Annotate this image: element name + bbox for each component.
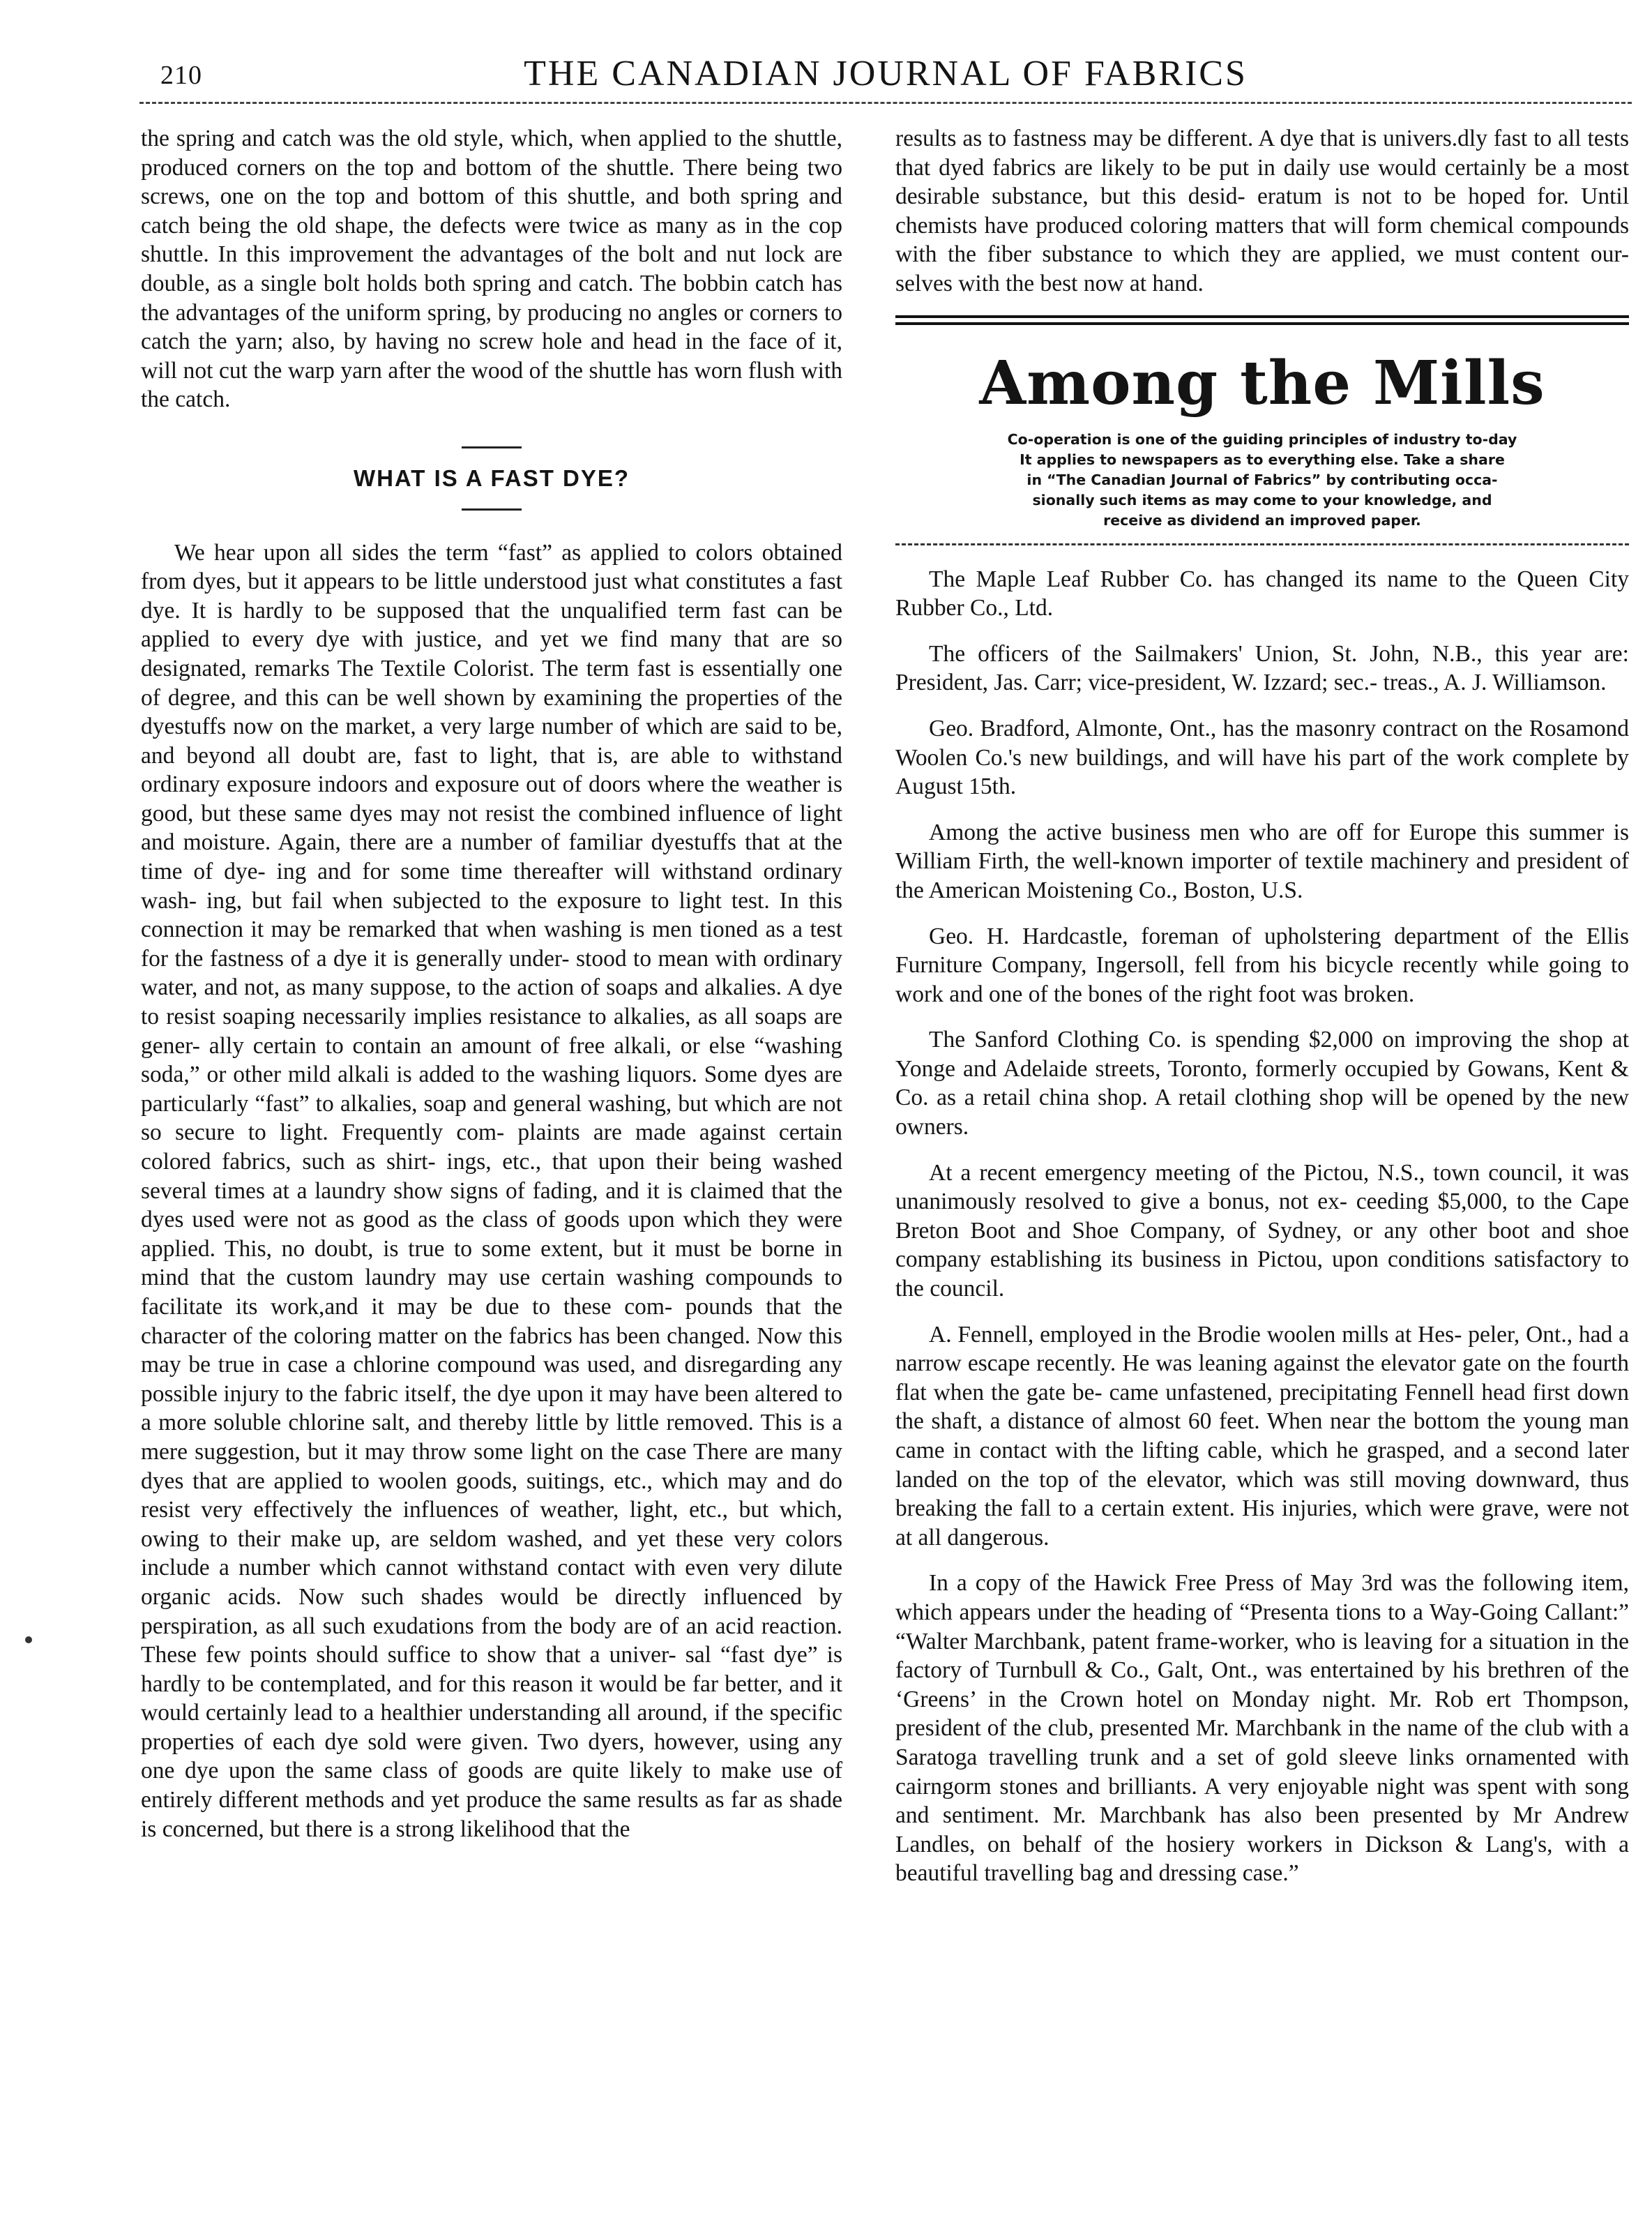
text-line: of Sydney, or any other boot and shoe company establishing [895, 1217, 1630, 1273]
text-line: able to withstand ordinary exposure indoors and exposure out of [141, 742, 843, 798]
text-line: having no screw hole and head in the face of it, will not cut [141, 329, 842, 384]
text-line: that the unqualified term fast can be applied to every dye with [141, 597, 843, 653]
text-line: would certainly be a most desirable substance, but this desid- [895, 154, 1629, 210]
text-line: Andrew Landles, on behalf of the hosiery workers in Dickson [895, 1802, 1630, 1857]
text-line: Queen City Rubber Co., Ltd. [895, 566, 1630, 621]
text-line: the warp yarn after the wood of the shuttle has worn flush [253, 357, 795, 384]
news-list [895, 565, 1629, 1888]
journal-title: THE CANADIAN JOURNAL OF FABRICS [524, 54, 1248, 93]
text-line: acids. Now such shades would be directly influenced by [227, 1583, 843, 1610]
blurb-line: receive as dividend an improved paper. [1103, 511, 1421, 529]
text-line: council. [930, 1276, 1005, 1302]
text-line: the Ellis Furniture Company, Ingersoll, fell from his bicycle [895, 923, 1629, 979]
text-line: retail clothing shop will be opened by the new owners. [895, 1085, 1630, 1140]
text-line: is a mere suggestion, but it may throw some light on the case [141, 1410, 843, 1465]
text-line: fast to all tests that dyed fabrics are likely to be put in daily use [895, 126, 1630, 181]
text-line: council, it was unanimously resolved to give a bonus, not ex- [895, 1159, 1630, 1215]
text-line: Boston, U.S. [1183, 877, 1303, 903]
text-line: producing no angles or corners to catch the yarn; also, by [141, 299, 842, 355]
text-line: doors where the weather is good, but these same dyes may not [141, 771, 843, 827]
text-line: recently while going to work and one of the bones of the right [895, 952, 1630, 1007]
text-line: sold were given. Two dyers, however, using any one dye upon [141, 1728, 842, 1784]
text-line: the spring and catch was the old style, which, when applied [141, 126, 707, 151]
page-number: 210 [160, 61, 202, 90]
text-line: fiber substance to which they are applied, we must content our- [987, 241, 1630, 268]
blurb-line: sionally such items as may come to your knowledge, and [1032, 491, 1492, 508]
text-line: the defects were twice as many as in the cop shuttle. In this [141, 212, 842, 268]
text-line: plaints are made against certain colored fabrics, such as shirt- [141, 1119, 842, 1175]
section-divider [895, 315, 1629, 325]
text-line: set of gold sleeve links ornamented with cairngorm stones and [895, 1744, 1629, 1800]
text-line: to the action of soaps and alkalies. A dye to resist soaping [141, 974, 842, 1030]
text-line: extent. His injuries, which were grave, were not at all [895, 1495, 1630, 1551]
text-line: and this can be well shown by examining the properties of the [243, 684, 843, 711]
text-line: sentiment. Mr. Marchbank has also been presented by Mr [942, 1802, 1542, 1829]
text-line: to the shuttle, produced corners on the top and bottom of the [141, 126, 843, 181]
text-line: The Maple Leaf Rubber Co. has changed its name to the [929, 566, 1506, 592]
text-line: eratum is not to be hoped for. Until chemists have produced [895, 183, 1630, 239]
text-line: seldom washed, and yet these very colors include a number [141, 1525, 842, 1581]
text-line: Turnbull & Co., Galt, Ont., was entertained by his brethren of [996, 1657, 1593, 1684]
news-item [895, 1320, 1629, 1553]
text-line: applied. This, no doubt, is true to some extent, but it must be [141, 1235, 752, 1262]
text-line: tions to a Way-Going Callant:” “Walter Marchbank, patent [895, 1599, 1629, 1654]
text-line: its business in Pictou, upon conditions satisfactory to the [895, 1246, 1629, 1302]
text-line: frame-worker, who is leaving for a situation in the factory of [895, 1628, 1630, 1684]
text-line: We hear upon all sides the term “fast” as applied to [174, 539, 687, 566]
text-line: ceeding $5,000, to the Cape Breton Boot and Shoe Company, [895, 1189, 1629, 1244]
text-line: & Lang's, with a beautiful travelling bag and dressing case.” [895, 1831, 1630, 1887]
text-line: has been changed. Now this may be true in case a chlorine [141, 1322, 842, 1378]
text-line: the shop at Yonge and Adelaide streets, Toronto, formerly [895, 1027, 1630, 1082]
text-line: understanding all around, if the specific properties of each dye [141, 1700, 843, 1755]
page-header [139, 52, 1632, 107]
text-line: of this shuttle, and both spring and catch being the old shape, [141, 183, 842, 239]
text-line: The officers of the Sailmakers' Union, St. John, N.B., this [929, 640, 1529, 667]
text-line: machinery and president of the American Moistening Co., [895, 848, 1630, 903]
text-line: occupied by Gowans, Kent & Co. as a retail china shop. A [895, 1055, 1629, 1111]
text-line: Geo. H. Hardcastle, foreman of upholstering department of [929, 923, 1532, 949]
text-line: said to be, and beyond all doubt are, fast to light, that is, are [141, 714, 843, 769]
intro-paragraph [141, 124, 842, 414]
text-line: the ‘Greens’ in the Crown hotel on Monday night. Mr. Rob [895, 1657, 1629, 1712]
text-line: perspiration, as all such exudations from the body are of an acid [141, 1613, 755, 1639]
text-line: fabric itself, the dye upon it may have been altered to a more [141, 1380, 843, 1436]
text-line: this connection it may be remarked that when washing is men [141, 887, 843, 943]
text-line: selves with the best now at hand. [895, 270, 1204, 296]
text-line: ings, etc., that upon their being washed several times at a [141, 1149, 843, 1204]
text-line: dangerous. [947, 1524, 1049, 1551]
header-rule [139, 102, 1632, 104]
text-line: A. Fennell, employed in the Brodie woolen mills at Hes- [929, 1321, 1462, 1348]
text-line: year are: President, Jas. Carr; vice-president, W. Izzard; sec.- [895, 640, 1629, 696]
banner-blurb [895, 430, 1629, 531]
text-line: coloring matters that will form chemical compounds with the [895, 212, 1629, 268]
text-line: improvement the advantages of the bolt and nut lock are [289, 241, 843, 268]
news-item [895, 818, 1629, 905]
text-line: brilliants. A very enjoyable night was spent with song and [895, 1773, 1629, 1829]
text-line: stood to mean with ordinary water, and not, as many suppose, [141, 945, 842, 1001]
text-line: sal “fast dye” is hardly to be contemplated, and for this reason [141, 1642, 842, 1697]
text-line: came unfastened, precipitating Fennell head first down the shaft, [895, 1379, 1630, 1435]
text-line: tioned as a test for the fastness of a dye it is generally under- [141, 917, 843, 972]
text-line: compounds to facilitate its work,and it may be due to these com- [141, 1265, 842, 1320]
text-line: the same class of goods are quite likely to make use of entirely [141, 1758, 842, 1813]
blurb-line: in “The Canadian Journal of Fabrics” by contributing occa- [1026, 471, 1498, 488]
margin-speck [25, 1636, 32, 1643]
text-line: pounds that the character of the coloring matter on the fabrics [141, 1293, 842, 1349]
text-line: necessarily implies resistance to alkalies, as all soaps are gener- [141, 1004, 843, 1059]
text-line: ing, but fail when subjected to the exposure to light test. In [206, 887, 799, 914]
left-column [141, 124, 842, 1843]
text-line: Among the active business men who are off for Europe this [929, 819, 1520, 845]
text-line: colors obtained from dyes, but it appears to be little understood [141, 539, 843, 595]
text-line: ing and for some time thereafter will withstand ordinary wash- [141, 859, 842, 914]
text-line: bobbin catch has the advantages of the uniform spring, by [141, 270, 842, 326]
text-line: foot was broken. [1258, 981, 1415, 1007]
text-line: with the catch. [141, 357, 843, 413]
text-line: in the name of the club with a Saratoga travelling trunk and a [895, 1715, 1629, 1770]
text-line: just what constitutes a fast dye. It is hardly to be supposed [141, 568, 842, 624]
text-line: shade is concerned, but there is a strong likelihood that the [141, 1787, 842, 1842]
section-banner: Among the Mills [979, 347, 1545, 418]
news-item [895, 922, 1629, 1009]
text-line: compound was used, and disregarding any possible injury to the [141, 1352, 842, 1407]
text-line: At a recent emergency meeting of the Pictou, N.S., town [929, 1159, 1480, 1186]
text-line: The Textile Colorist. The term fast is essentially one of degree, [141, 655, 842, 711]
text-line: and a second later landed on the top of the elevator, which was [895, 1438, 1629, 1493]
text-line: weather, light, etc., but which, owing to their make up, are [141, 1497, 842, 1552]
text-line: man came in contact with the lifting cable, which he grasped, [895, 1408, 1630, 1463]
text-line: different methods and yet produce the same results as far as [218, 1787, 783, 1813]
text-line: etc., which may and do resist very effectively the influences of [141, 1468, 842, 1523]
text-line: a distance of almost 60 feet. When near the bottom the young [990, 1408, 1582, 1435]
text-line: treas., A. J. Williamson. [1383, 670, 1607, 696]
article-paragraph [141, 538, 842, 1844]
text-line: there are a number of familiar dyestuffs that at the time of dye- [141, 829, 842, 885]
news-item [895, 1159, 1629, 1304]
text-line: borne in mind that the custom laundry may use certain washing [141, 1235, 842, 1291]
news-item [895, 1569, 1629, 1888]
blurb-rule [895, 543, 1629, 545]
text-line: resist the combined influence of light and moisture. Again, [141, 800, 842, 856]
blurb-line: Co-operation is one of the guiding principles of industry to-day [1007, 430, 1517, 448]
spacer [141, 414, 842, 446]
text-line: which cannot withstand contact with even very dilute organic [141, 1555, 842, 1610]
blurb-line: It applies to newspapers as to everything else. Take a share [1020, 451, 1505, 468]
text-line: The Sanford Clothing Co. is spending $2,000 on improving [929, 1027, 1513, 1053]
text-line: Some dyes are particularly “fast” to alkalies, soap and general [141, 1062, 842, 1117]
text-line: were not as good as the class of goods upon which they were [243, 1207, 843, 1233]
text-line: following item, which appears under the heading of “Presenta [895, 1570, 1630, 1625]
news-item [895, 1025, 1629, 1141]
text-line: peler, Ont., had a narrow escape recently. He was leaning [895, 1321, 1629, 1377]
news-item [895, 565, 1629, 623]
text-line: it would be far better, and it would certainly lead to a healthier [141, 1670, 842, 1726]
text-line: reaction. These few points should suffice to show that a univer- [141, 1613, 843, 1668]
right-column [895, 124, 1629, 1905]
text-line: Geo. Bradford, Almonte, Ont., has the masonry contract on [929, 715, 1488, 741]
text-line: justice, and yet we find many that are so designated, remarks [141, 626, 843, 681]
spacer [141, 511, 842, 538]
text-line: laundry show signs of fading, and it is claimed that the dyes used [141, 1177, 842, 1233]
text-line: soda,” or other mild alkali is added to the washing liquors. [141, 1062, 697, 1088]
text-line: There are many dyes that are applied to woolen goods, suitings, [141, 1438, 842, 1494]
text-line: double, as a single bolt holds both spring and catch. The [141, 270, 676, 296]
heading-rule-top [462, 446, 522, 448]
text-line: part of the work complete by August 15th. [895, 744, 1630, 800]
text-line: dyestuffs now on the market, a very large number of which are [141, 714, 738, 740]
text-line: ert Thompson, president of the club, presented Mr. Marchbank [895, 1686, 1629, 1742]
text-line: against the elevator gate on the fourth flat when the gate be- [895, 1350, 1630, 1405]
text-line: In a copy of the Hawick Free Press of May 3rd was the [929, 1570, 1474, 1597]
news-item [895, 714, 1629, 801]
text-line: results as to fastness may be different. A dye that is univers.dly [895, 126, 1487, 151]
article-heading: WHAT IS A FAST DYE? [353, 465, 630, 491]
text-line: still moving downward, thus breaking the fall to a certain [895, 1466, 1629, 1522]
text-line: shuttle. There being two screws, one on the top and bottom [141, 154, 842, 210]
text-line: the Rosamond Woolen Co.'s new buildings, and will have his [895, 715, 1630, 771]
text-line: washing, but which are not so secure to light. Frequently com- [141, 1090, 842, 1146]
text-line: soluble chlorine salt, and thereby little by little removed. This [213, 1410, 803, 1436]
text-line: summer is William Firth, the well-known importer of textile [895, 819, 1629, 875]
news-item [895, 640, 1629, 697]
text-line: ally certain to contain an amount of free alkali, or else “washing [209, 1032, 842, 1059]
continuation-paragraph [895, 124, 1629, 299]
